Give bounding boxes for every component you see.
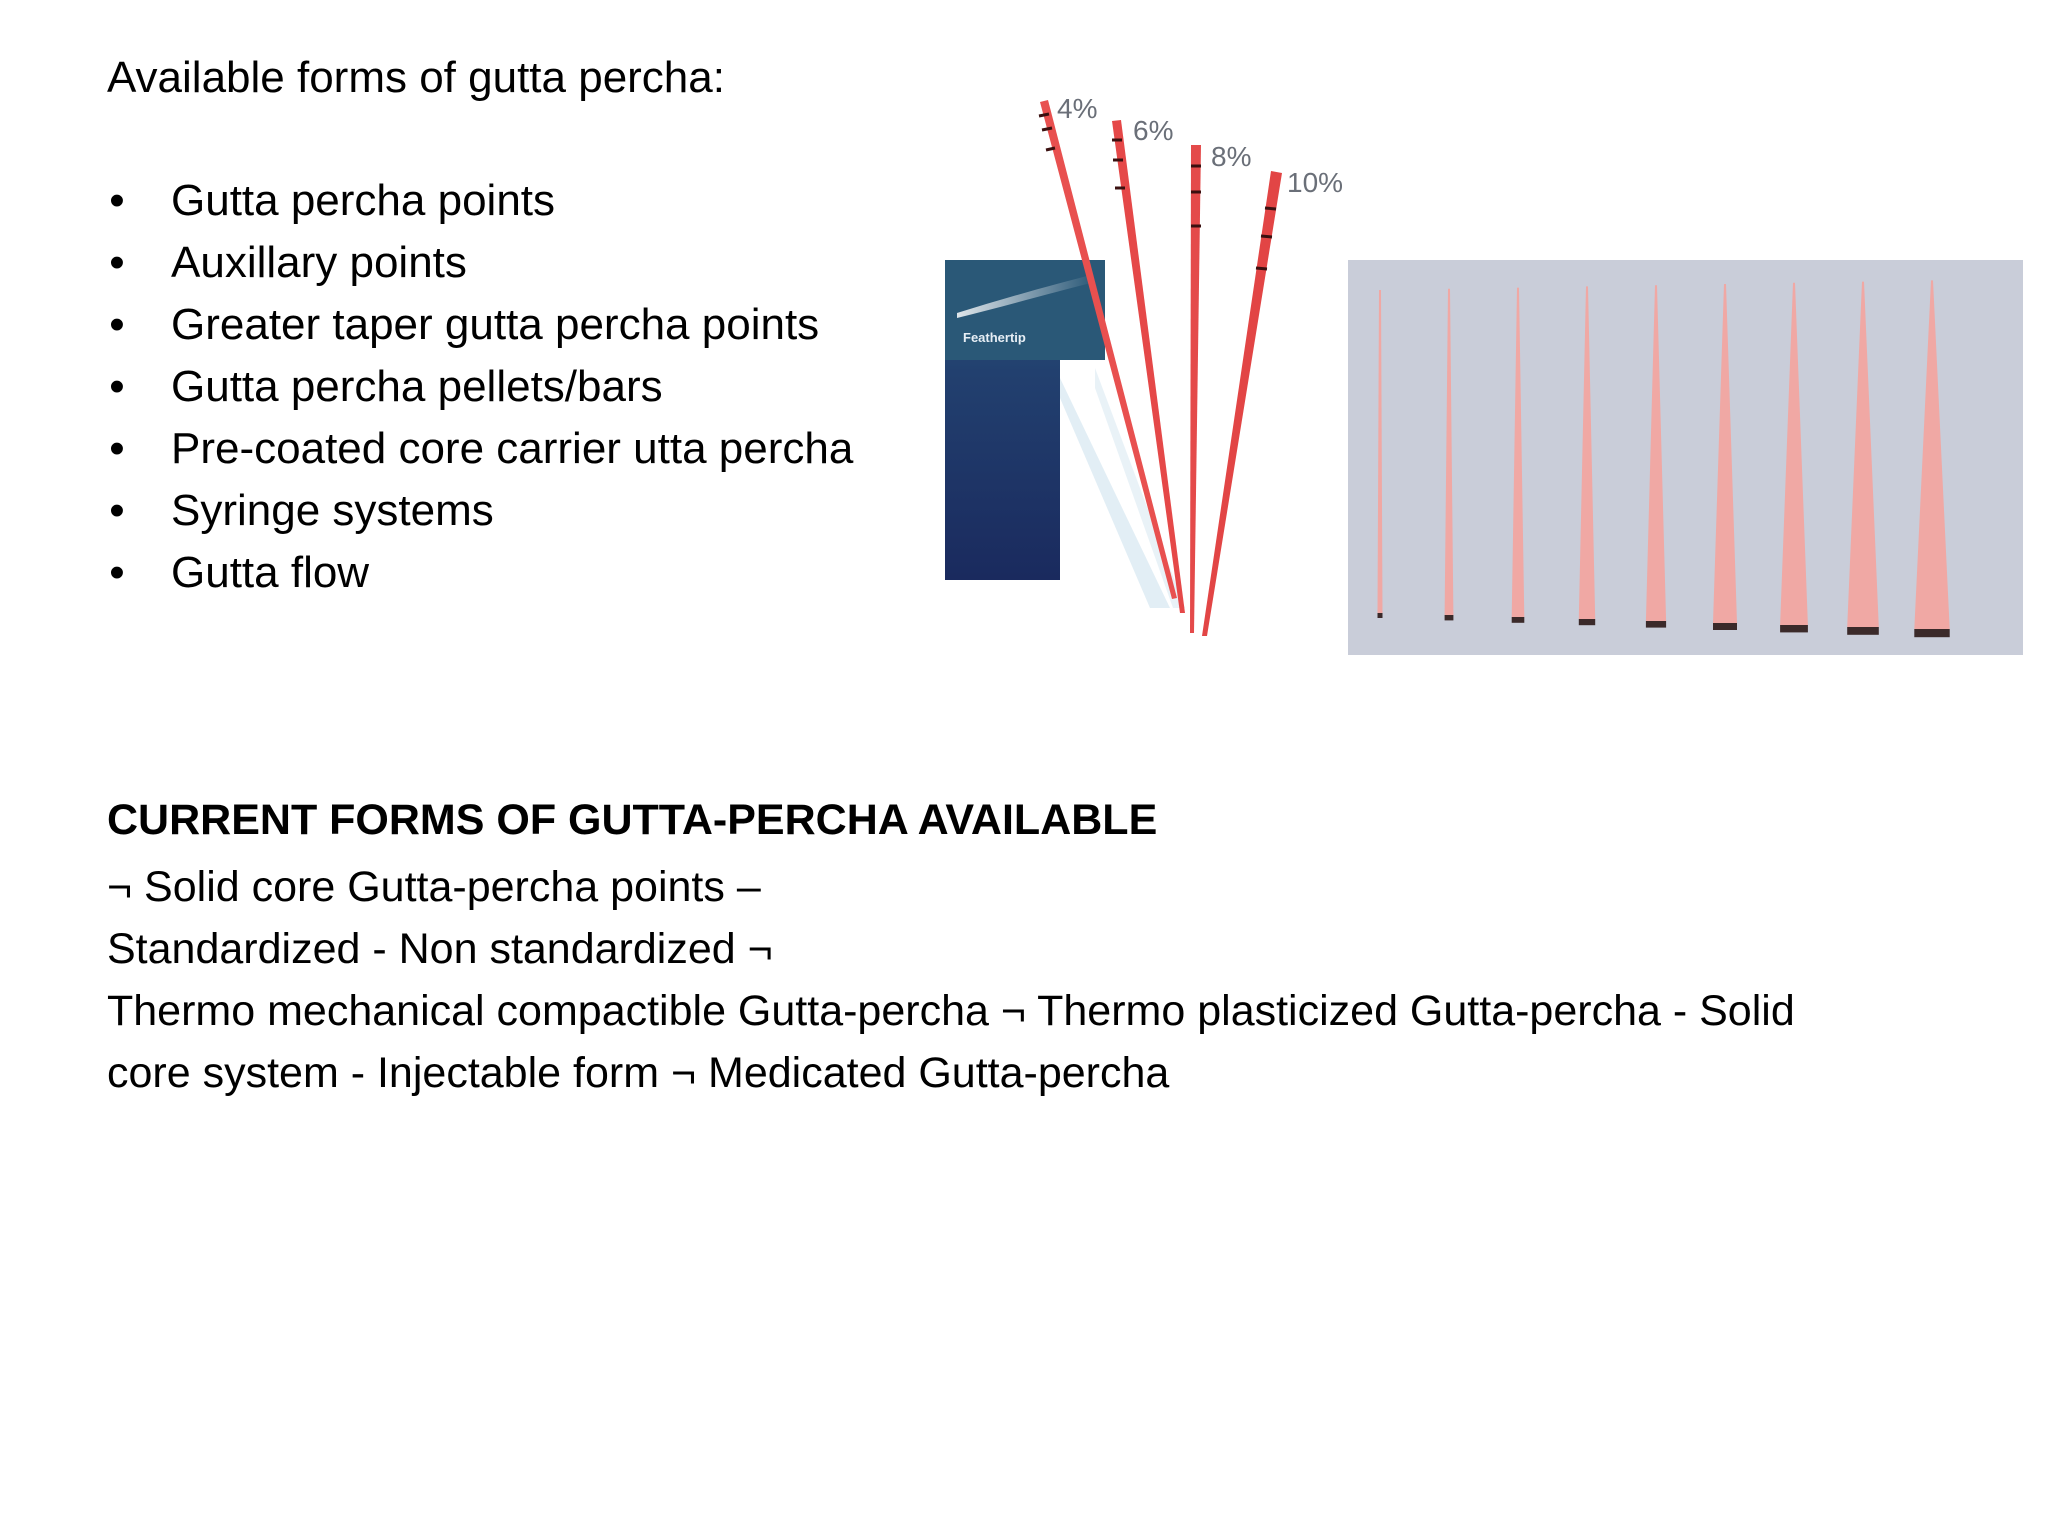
bullet-icon: • xyxy=(109,424,125,473)
body-line: Thermo mechanical compactible Gutta-percha ¬ Thermo plasticized Gutta-percha - Solid xyxy=(107,987,1795,1035)
forms-list xyxy=(107,170,853,604)
section-title: CURRENT FORMS OF GUTTA-PERCHA AVAILABLE xyxy=(107,796,1158,844)
cone-base xyxy=(1847,627,1879,635)
list-item xyxy=(107,418,853,480)
cone-base xyxy=(1914,629,1949,637)
bullet-icon: • xyxy=(109,486,125,535)
taper-label-4: 4% xyxy=(1057,93,1098,124)
cone-base xyxy=(1713,623,1737,630)
list-item-label: Syringe systems xyxy=(171,486,494,535)
list-item-label: Greater taper gutta percha points xyxy=(171,300,820,349)
cone-base xyxy=(1445,615,1454,620)
list-item xyxy=(107,232,853,294)
cone-base xyxy=(1780,625,1808,632)
bullet-icon: • xyxy=(109,176,125,225)
list-item xyxy=(107,170,853,232)
bullet-icon: • xyxy=(109,548,125,597)
bullet-icon: • xyxy=(109,362,125,411)
feathertip-points-image xyxy=(945,88,1355,668)
cone-base xyxy=(1579,619,1595,625)
list-item xyxy=(107,356,853,418)
gutta-percha-cones-photo xyxy=(1348,260,2023,655)
list-item-label: Gutta flow xyxy=(171,548,370,597)
list-item-label: Gutta percha points xyxy=(171,176,556,225)
taper-label-6: 6% xyxy=(1133,115,1174,146)
body-line: ¬ Solid core Gutta-percha points – xyxy=(107,863,761,911)
list-item xyxy=(107,542,853,604)
taper-label-8: 8% xyxy=(1211,141,1252,172)
list-item xyxy=(107,294,853,356)
cone-base xyxy=(1646,621,1666,628)
current-forms-text xyxy=(107,856,2007,1104)
body-line: core system - Injectable form ¬ Medicated Gutta-percha xyxy=(107,1049,1170,1097)
taper-label-10: 10% xyxy=(1287,167,1344,198)
cone-base xyxy=(1378,613,1383,618)
list-item-label: Pre-coated core carrier utta percha xyxy=(171,424,854,473)
body-line: Standardized - Non standardized ¬ xyxy=(107,925,773,973)
cone-base xyxy=(1512,617,1525,623)
package-brand-label: Feathertip xyxy=(963,330,1026,345)
list-item-label: Auxillary points xyxy=(171,238,467,287)
bullet-icon: • xyxy=(109,238,125,287)
list-item-label: Gutta percha pellets/bars xyxy=(171,362,663,411)
bullet-icon: • xyxy=(109,300,125,349)
list-item xyxy=(107,480,853,542)
slide-heading: Available forms of gutta percha: xyxy=(107,53,725,102)
